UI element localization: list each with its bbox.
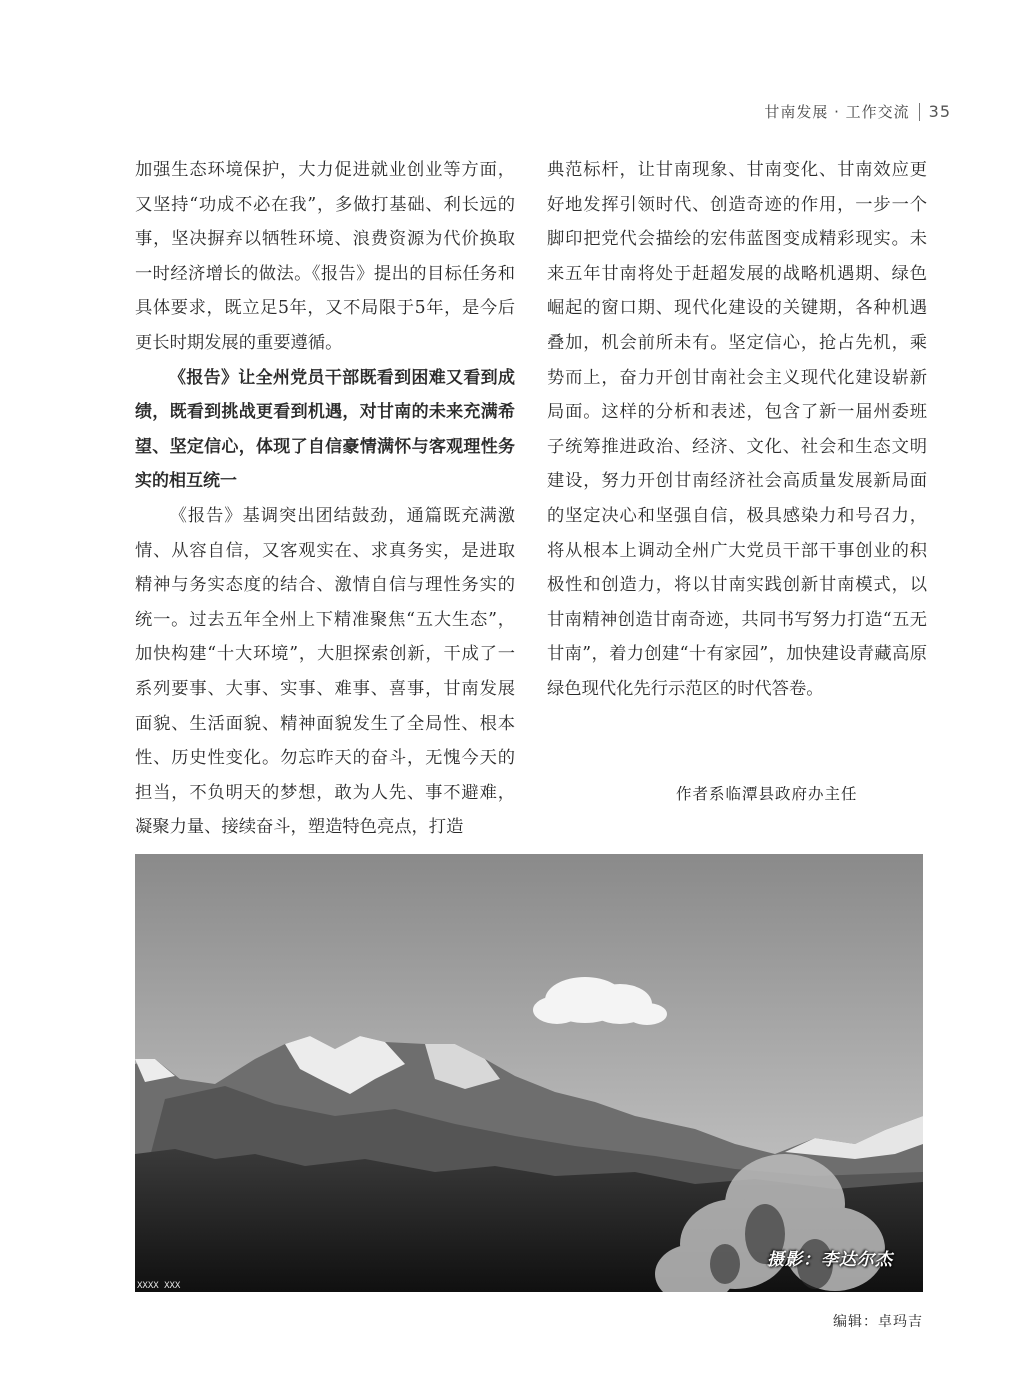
left-paragraph-1: 加强生态环境保护，大力促进就业创业等方面，又坚持“功成不必在我”，多做打基础、利长远的事，坚决摒弃以牺牲环境、浪费资源为代价换取一时经济增长的做法。《报告》提出的目标任务和具体要求，既立足5年，又不局限于5年，是今后更长时期发展的重要遵循。 — [135, 160, 515, 353]
mountain-landscape-image — [135, 854, 923, 1292]
header-divider — [919, 103, 920, 121]
photo-credit: 摄影：李达尔杰 — [767, 1250, 893, 1270]
right-paragraph-1: 典范标杆，让甘南现象、甘南变化、甘南效应更好地发挥引领时代、创造奇迹的作用，一步一个脚印把党代会描绘的宏伟蓝图变成精彩现实。未来五年甘南将处于赶超发展的战略机遇期、绿色崛起的窗口期、现代化建设的关键期，各种机遇叠加，机会前所未有。坚定信心，抢占先机，乘势而上，奋力开创甘南社会主义现代化建设崭新局面。这样的分析和表述，包含了新一届州委班子统筹推进政治、经济、文化、社会和生态文明建设，努力开创甘南经济社会高质量发展新局面的坚定决心和坚强自信，极具感染力和号召力，将从根本上调动全州广大党员干部干事创业的积极性和创造力，将以甘南实践创新甘南模式，以甘南精神创造甘南奇迹，共同书写努力打造“五无甘南”，着力创建“十有家园”，加快建设青藏高原绿色现代化先行示范区的时代答卷。 — [547, 160, 927, 699]
mountain-photo — [135, 854, 923, 1292]
left-paragraph-2: 《报告》基调突出团结鼓劲，通篇既充满激情、从容自信，又客观实在、求真务实，是进取精神与务实态度的结合、激情自信与理性务实的统一。过去五年全州上下精准聚焦“五大生态”，加快构建“十大环境”，大胆探索创新，干成了一系列要事、大事、实事、难事、喜事，甘南发展面貌、生活面貌、精神面貌发生了全局性、根本性、历史性变化。勿忘昨天的奋斗，无愧今天的担当，不负明天的梦想，敢为人先、事不避难，凝聚力量、接续奋斗，塑造特色亮点，打造 — [135, 505, 515, 838]
page-number: 35 — [928, 102, 951, 121]
left-column — [135, 153, 515, 845]
author-byline: 作者系临潭县政府办主任 — [676, 785, 858, 803]
running-head — [764, 101, 951, 122]
section-title: 甘南发展 · 工作交流 — [764, 103, 910, 121]
editor-credit: 编辑：卓玛吉 — [833, 1314, 923, 1330]
section-subheading: 《报告》让全州党员干部既看到困难又看到成绩，既看到挑战更看到机遇，对甘南的未来充满希望、坚定信心，体现了自信豪情满怀与客观理性务实的相互统一 — [135, 367, 515, 492]
photo-watermark: XXXX XXX — [137, 1281, 181, 1291]
right-column — [547, 153, 927, 707]
